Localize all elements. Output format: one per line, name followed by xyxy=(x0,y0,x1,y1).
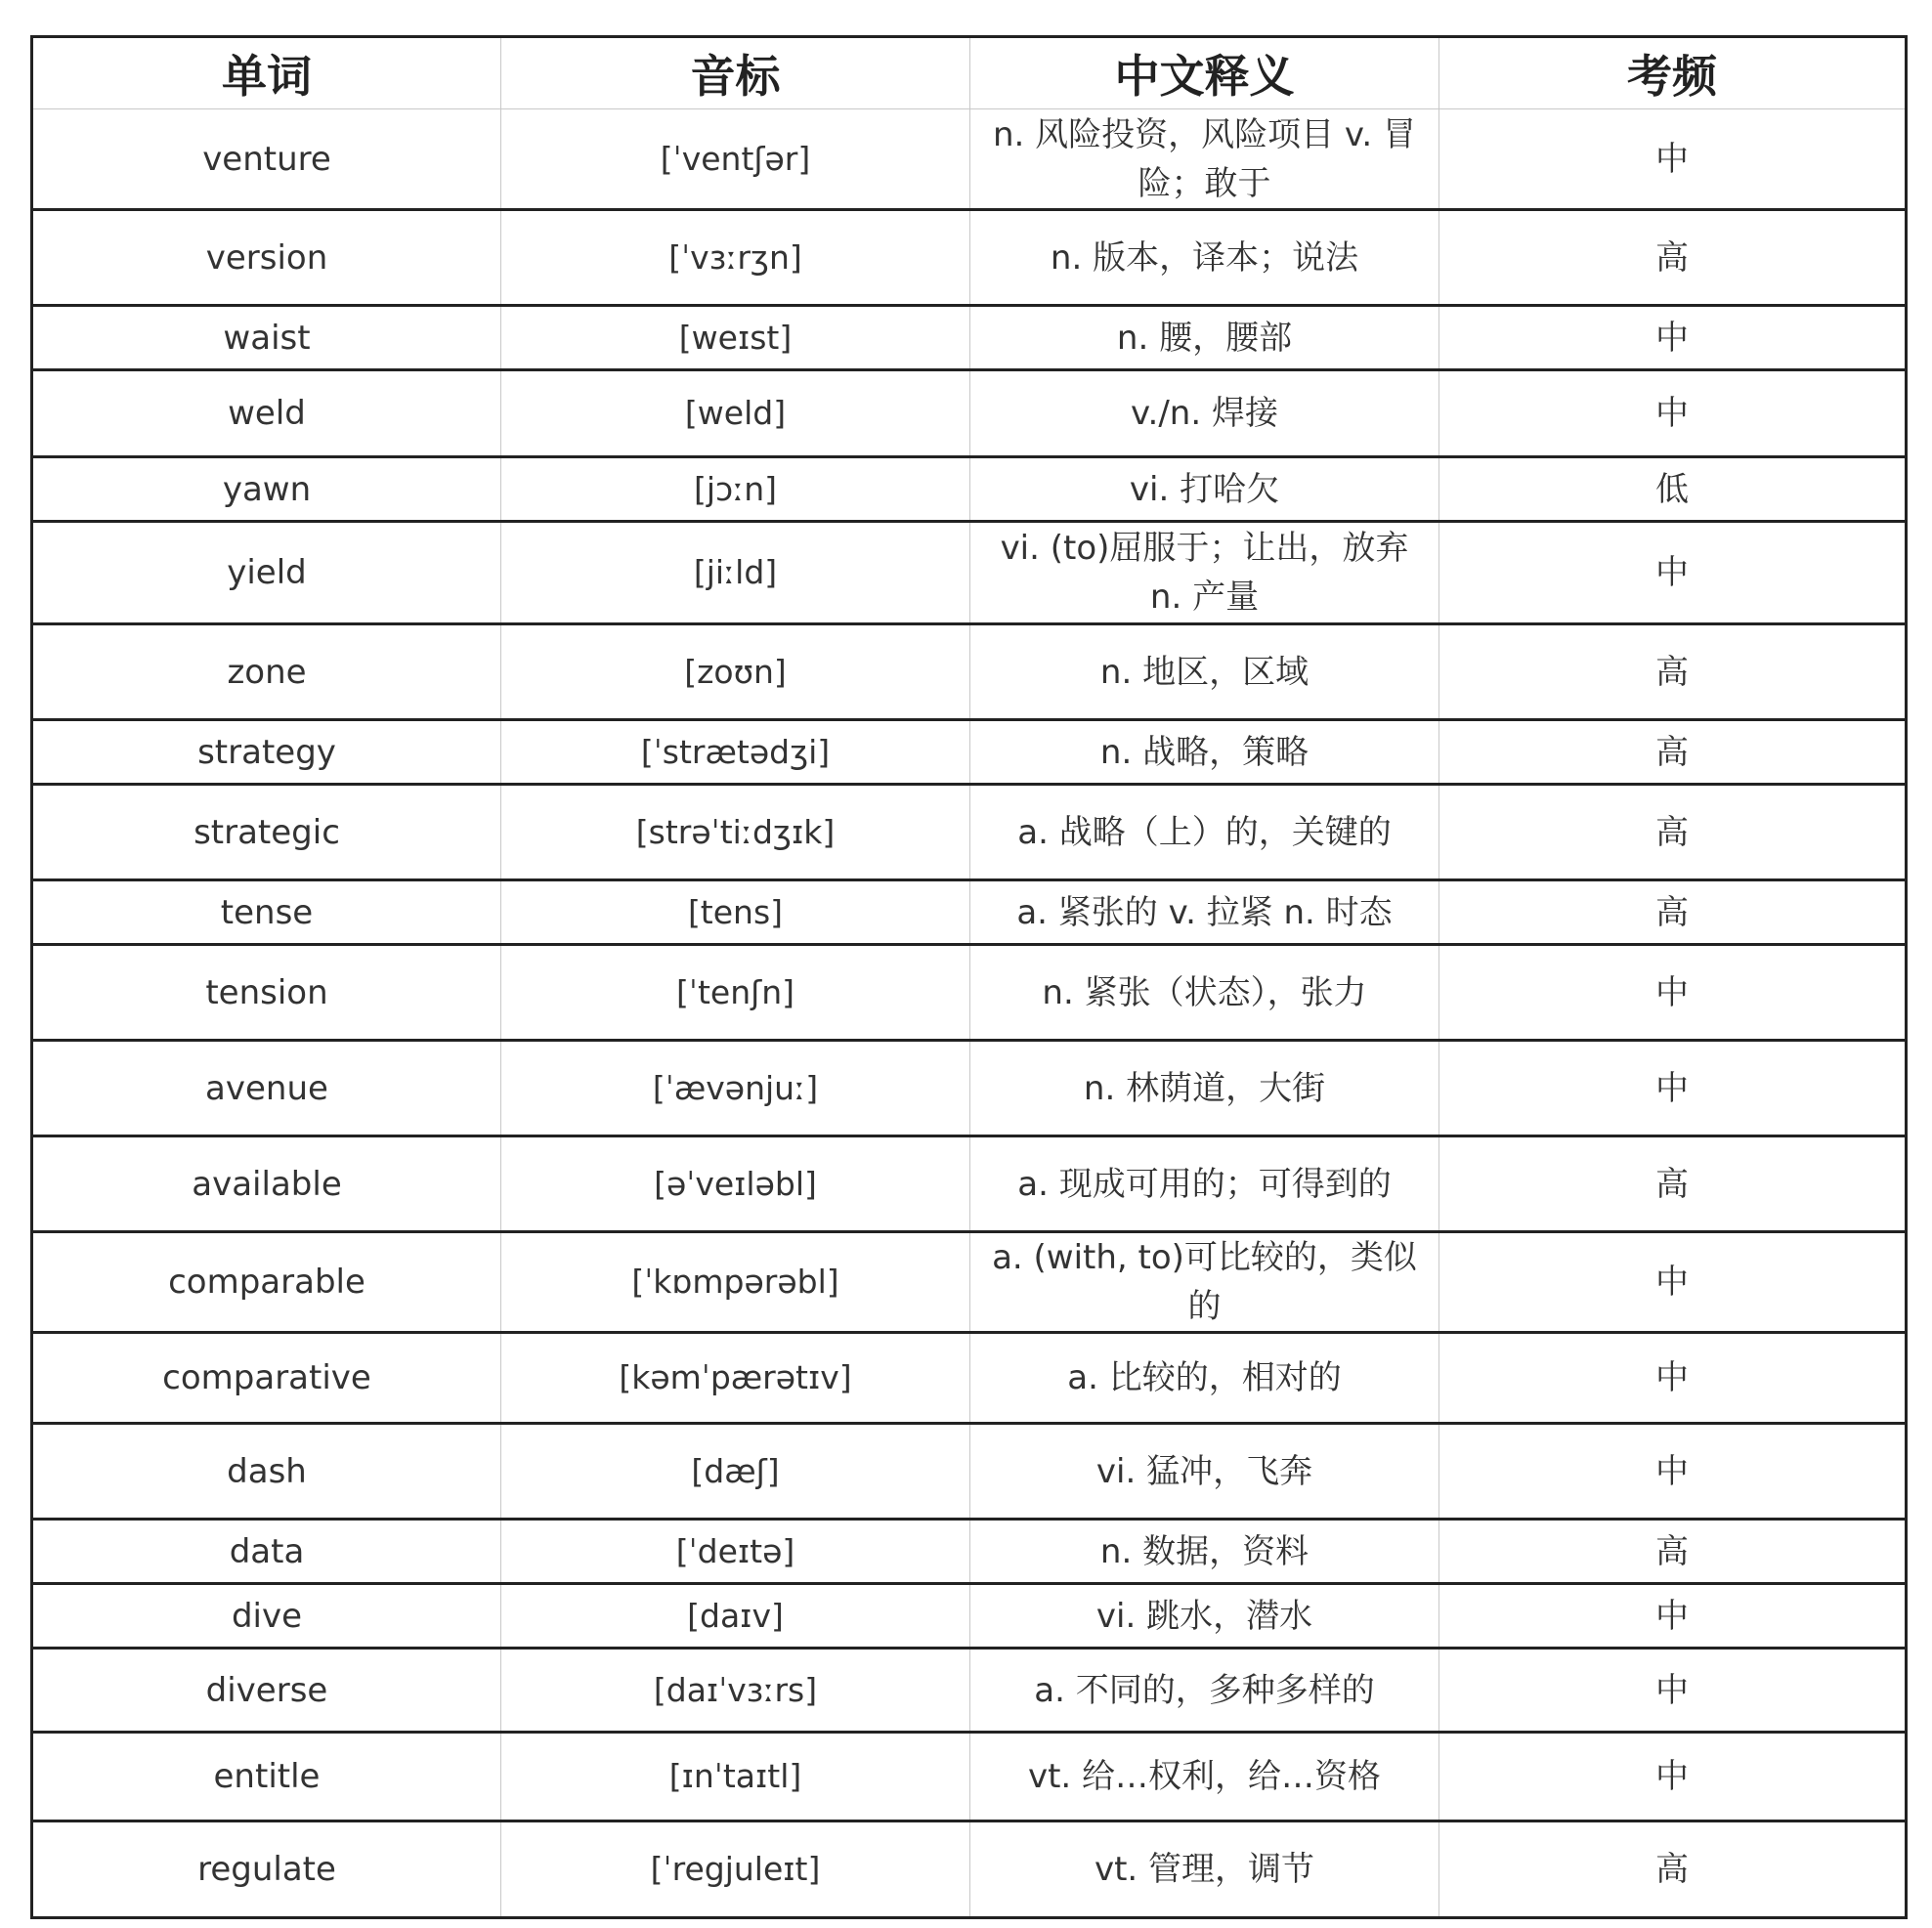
word-cell: data xyxy=(32,1520,501,1584)
table-row xyxy=(32,720,1907,785)
meaning-cell: a. 比较的，相对的 xyxy=(970,1333,1439,1424)
table-row xyxy=(32,1520,1907,1584)
word-cell: waist xyxy=(32,306,501,370)
table-row xyxy=(32,1733,1907,1821)
meaning-cell: n. 版本，译本；说法 xyxy=(970,210,1439,306)
word-cell: venture xyxy=(32,109,501,210)
word-cell: version xyxy=(32,210,501,306)
table-row xyxy=(32,1821,1907,1918)
word-cell: available xyxy=(32,1136,501,1232)
phonetic-cell: [ˈkɒmpərəbl] xyxy=(501,1232,970,1333)
frequency-cell: 中 xyxy=(1439,522,1907,624)
table-row xyxy=(32,306,1907,370)
meaning-cell: vi. 猛冲，飞奔 xyxy=(970,1424,1439,1520)
phonetic-cell: [strəˈtiːdʒɪk] xyxy=(501,785,970,880)
meaning-cell: n. 林荫道，大街 xyxy=(970,1041,1439,1136)
meaning-cell: n. 腰，腰部 xyxy=(970,306,1439,370)
table-row xyxy=(32,1041,1907,1136)
word-cell: tension xyxy=(32,945,501,1041)
phonetic-cell: [ˈævənjuː] xyxy=(501,1041,970,1136)
meaning-cell: a. 紧张的 v. 拉紧 n. 时态 xyxy=(970,880,1439,945)
frequency-cell: 中 xyxy=(1439,1424,1907,1520)
table-row xyxy=(32,1584,1907,1649)
frequency-cell: 中 xyxy=(1439,945,1907,1041)
word-cell: diverse xyxy=(32,1649,501,1733)
phonetic-cell: [ˈventʃər] xyxy=(501,109,970,210)
frequency-cell: 中 xyxy=(1439,109,1907,210)
meaning-cell: n. 风险投资，风险项目 v. 冒险；敢于 xyxy=(970,109,1439,210)
meaning-cell: a. 不同的，多种多样的 xyxy=(970,1649,1439,1733)
phonetic-cell: [weɪst] xyxy=(501,306,970,370)
word-cell: zone xyxy=(32,624,501,720)
meaning-cell: vt. 管理，调节 xyxy=(970,1821,1439,1918)
phonetic-cell: [ˈregjuleɪt] xyxy=(501,1821,970,1918)
frequency-cell: 高 xyxy=(1439,720,1907,785)
frequency-cell: 中 xyxy=(1439,1041,1907,1136)
meaning-cell: n. 地区，区域 xyxy=(970,624,1439,720)
meaning-cell: vi. (to)屈服于；让出，放弃 n. 产量 xyxy=(970,522,1439,624)
word-cell: comparative xyxy=(32,1333,501,1424)
phonetic-cell: [kəmˈpærətɪv] xyxy=(501,1333,970,1424)
word-cell: entitle xyxy=(32,1733,501,1821)
table-row xyxy=(32,1649,1907,1733)
word-cell: avenue xyxy=(32,1041,501,1136)
word-cell: yawn xyxy=(32,457,501,522)
table-row xyxy=(32,522,1907,624)
table-row xyxy=(32,1136,1907,1232)
table-row xyxy=(32,880,1907,945)
word-cell: comparable xyxy=(32,1232,501,1333)
frequency-cell: 中 xyxy=(1439,1733,1907,1821)
frequency-cell: 高 xyxy=(1439,210,1907,306)
meaning-cell: vt. 给…权利，给…资格 xyxy=(970,1733,1439,1821)
meaning-cell: n. 紧张（状态），张力 xyxy=(970,945,1439,1041)
header-meaning: 中文释义 xyxy=(970,37,1439,109)
table-row xyxy=(32,1232,1907,1333)
table-row xyxy=(32,370,1907,457)
frequency-cell: 低 xyxy=(1439,457,1907,522)
phonetic-cell: [dæʃ] xyxy=(501,1424,970,1520)
word-cell: dive xyxy=(32,1584,501,1649)
table-row xyxy=(32,624,1907,720)
phonetic-cell: [jɔːn] xyxy=(501,457,970,522)
frequency-cell: 高 xyxy=(1439,1821,1907,1918)
frequency-cell: 高 xyxy=(1439,1136,1907,1232)
phonetic-cell: [əˈveɪləbl] xyxy=(501,1136,970,1232)
word-cell: dash xyxy=(32,1424,501,1520)
table-header-row xyxy=(32,37,1907,109)
phonetic-cell: [ˈstrætədʒi] xyxy=(501,720,970,785)
header-frequency: 考频 xyxy=(1439,37,1907,109)
phonetic-cell: [ˈvɜːrʒn] xyxy=(501,210,970,306)
meaning-cell: v./n. 焊接 xyxy=(970,370,1439,457)
phonetic-cell: [weld] xyxy=(501,370,970,457)
word-cell: weld xyxy=(32,370,501,457)
table-row xyxy=(32,1424,1907,1520)
phonetic-cell: [ˈtenʃn] xyxy=(501,945,970,1041)
table-row xyxy=(32,1333,1907,1424)
meaning-cell: a. 战略（上）的，关键的 xyxy=(970,785,1439,880)
phonetic-cell: [zoʊn] xyxy=(501,624,970,720)
word-cell: regulate xyxy=(32,1821,501,1918)
meaning-cell: a. 现成可用的；可得到的 xyxy=(970,1136,1439,1232)
frequency-cell: 高 xyxy=(1439,785,1907,880)
phonetic-cell: [ˈdeɪtə] xyxy=(501,1520,970,1584)
frequency-cell: 高 xyxy=(1439,624,1907,720)
frequency-cell: 高 xyxy=(1439,880,1907,945)
frequency-cell: 中 xyxy=(1439,1584,1907,1649)
phonetic-cell: [jiːld] xyxy=(501,522,970,624)
header-word: 单词 xyxy=(32,37,501,109)
meaning-cell: n. 战略，策略 xyxy=(970,720,1439,785)
frequency-cell: 中 xyxy=(1439,370,1907,457)
word-cell: yield xyxy=(32,522,501,624)
meaning-cell: vi. 跳水，潜水 xyxy=(970,1584,1439,1649)
word-cell: strategic xyxy=(32,785,501,880)
vocabulary-table xyxy=(30,35,1908,1919)
header-phonetic: 音标 xyxy=(501,37,970,109)
phonetic-cell: [daɪˈvɜːrs] xyxy=(501,1649,970,1733)
table-row xyxy=(32,945,1907,1041)
meaning-cell: a. (with, to)可比较的，类似的 xyxy=(970,1232,1439,1333)
table-row xyxy=(32,785,1907,880)
meaning-cell: vi. 打哈欠 xyxy=(970,457,1439,522)
frequency-cell: 中 xyxy=(1439,1649,1907,1733)
frequency-cell: 中 xyxy=(1439,1232,1907,1333)
frequency-cell: 中 xyxy=(1439,306,1907,370)
frequency-cell: 高 xyxy=(1439,1520,1907,1584)
phonetic-cell: [tens] xyxy=(501,880,970,945)
word-cell: strategy xyxy=(32,720,501,785)
meaning-cell: n. 数据，资料 xyxy=(970,1520,1439,1584)
table-row xyxy=(32,109,1907,210)
frequency-cell: 中 xyxy=(1439,1333,1907,1424)
table-row xyxy=(32,457,1907,522)
word-cell: tense xyxy=(32,880,501,945)
table-row xyxy=(32,210,1907,306)
phonetic-cell: [ɪnˈtaɪtl] xyxy=(501,1733,970,1821)
phonetic-cell: [daɪv] xyxy=(501,1584,970,1649)
